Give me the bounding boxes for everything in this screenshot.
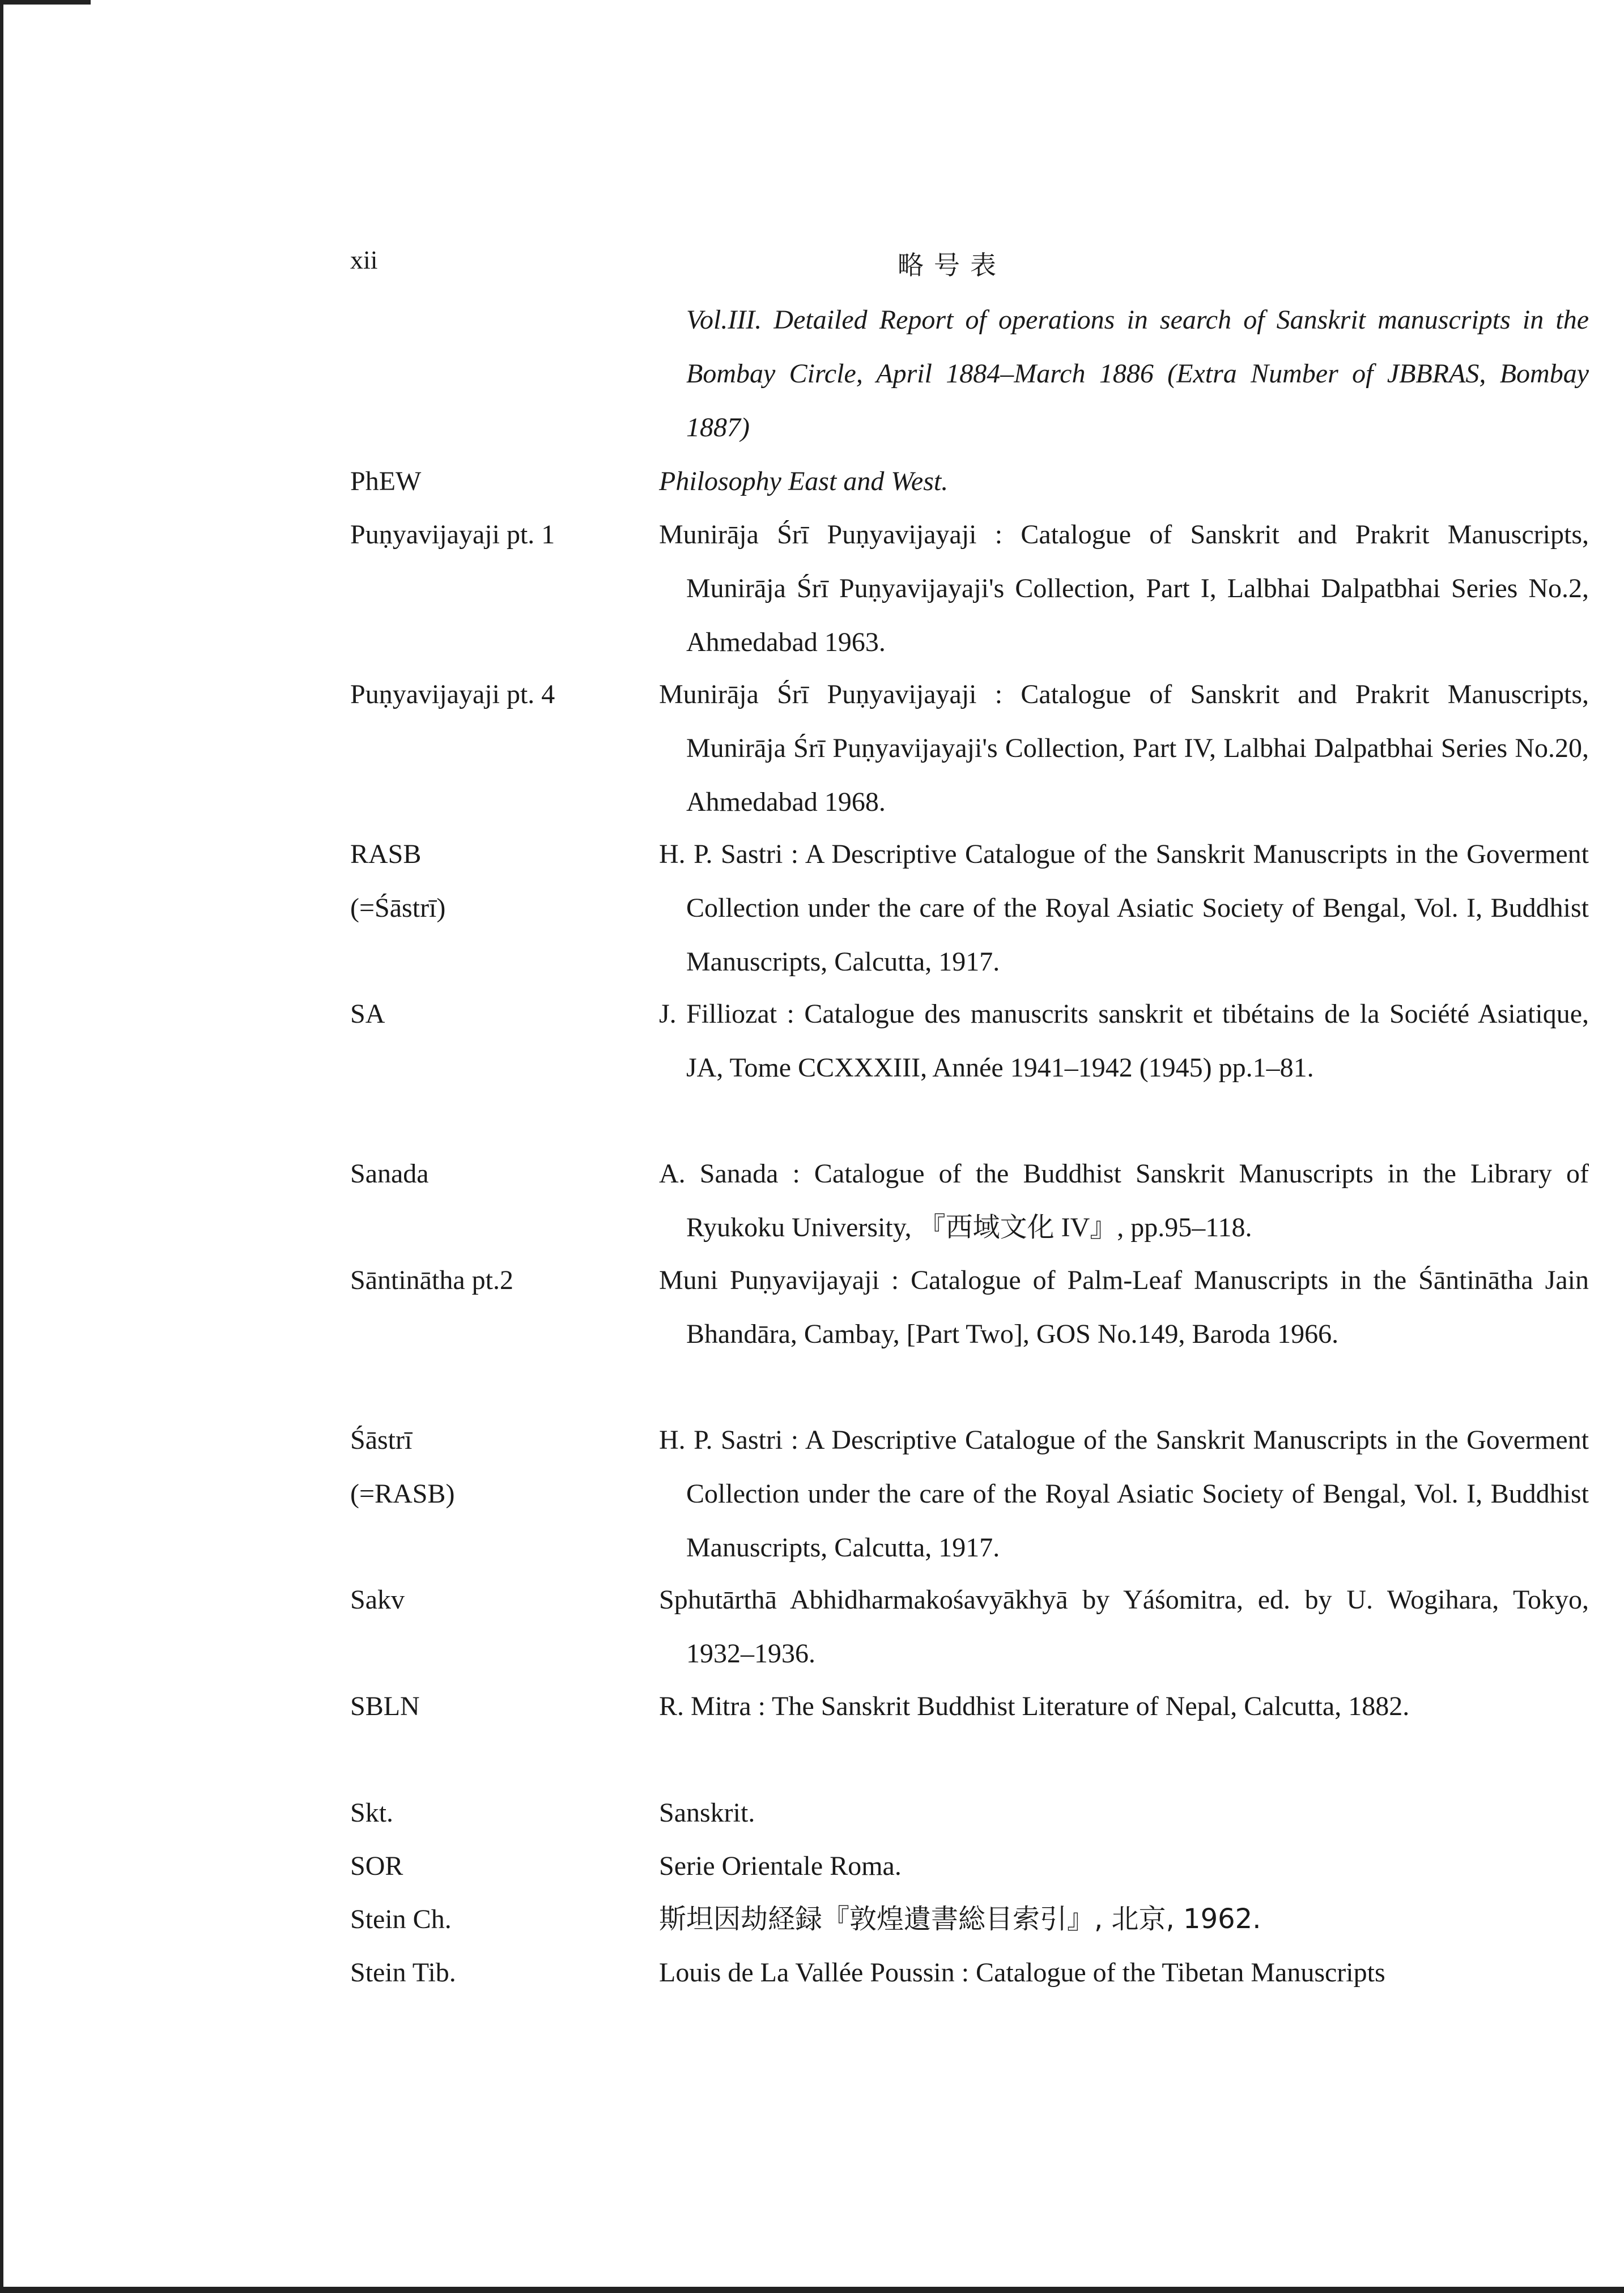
entry-description: Munirāja Śrī Puṇyavijayaji : Catalogue of Sanskrit and Prakrit Manuscripts, Munirāja Śrī Puṇyavijayaji's Collection, Part I, Lalbhai Dalpatbhai Series No.2, Ahmedabad 1963. [659,520,1589,657]
entry-abbreviation: Sakv [350,1585,405,1615]
entry-abbreviation: Śāstrī (=RASB) [350,1425,455,1509]
entry-description: Munirāja Śrī Puṇyavijayaji : Catalogue of Sanskrit and Prakrit Manuscripts, Munirāja Śrī Puṇyavijayaji's Collection, Part IV, Lalbhai Dalpatbhai Series No.20, Ahmedabad 1968. [659,679,1589,817]
entry-description: J. Filliozat : Catalogue des manuscrits sanskrit et tibétains de la Société Asiatique, JA, Tome CCXXXIII, Année 1941–1942 (1945) pp.1–81. [659,999,1589,1083]
page-number: xii [350,245,378,274]
entry-description: Sanskrit. [659,1798,755,1828]
entry-abbreviation: Stein Tib. [350,1958,456,1988]
entry-abbreviation: SOR [350,1851,403,1881]
entry-abbreviation: RASB (=Śāstrī) [350,839,446,923]
entry-description: Muni Puṇyavijayaji : Catalogue of Palm-Leaf Manuscripts in the Śāntinātha Jain Bhandāra, Cambay, [Part Two], GOS No.149, Baroda 1966. [659,1265,1589,1349]
entry-abbreviation: Puṇyavijayaji pt. 1 [350,520,555,550]
entry-abbreviation: SBLN [350,1691,420,1721]
entry-description: Serie Orientale Roma. [659,1851,902,1881]
running-title: 略号表 [898,250,1006,280]
entry-abbreviation: Sanada [350,1159,429,1189]
entry-description: Vol.III. Detailed Report of operations in search of Sanskrit manuscripts in the Bombay Circle, April 1884–March 1886 (Extra Number of JBBRAS, Bombay 1887) [686,305,1589,443]
scan-edge-left [0,0,3,2293]
entry-description: Louis de La Vallée Poussin : Catalogue of the Tibetan Manuscripts [659,1958,1385,1988]
entry-description: Philosophy East and West. [659,466,949,496]
scan-edge-bottom [0,2287,1624,2293]
entry-abbreviation: PhEW [350,466,422,496]
entry-abbreviation: SA [350,999,385,1029]
entry-description: H. P. Sastri : A Descriptive Catalogue of the Sanskrit Manuscripts in the Goverment Collection under the care of the Royal Asiatic Society of Bengal, Vol. I, Buddhist Manuscripts, Calcutta, 1917. [659,1425,1589,1563]
entry-description: Sphutārthā Abhidharmakośavyākhyā by Yáśomitra, ed. by U. Wogihara, Tokyo, 1932–1936. [659,1585,1589,1669]
entry-abbreviation: Stein Ch. [350,1904,452,1934]
scan-edge-top [0,0,91,5]
entry-description: H. P. Sastri : A Descriptive Catalogue of the Sanskrit Manuscripts in the Goverment Collection under the care of the Royal Asiatic Society of Bengal, Vol. I, Buddhist Manuscripts, Calcutta, 1917. [659,839,1589,977]
entry-description: R. Mitra : The Sanskrit Buddhist Literature of Nepal, Calcutta, 1882. [659,1691,1410,1721]
entry-description: A. Sanada : Catalogue of the Buddhist Sanskrit Manuscripts in the Library of Ryukoku University, 『西域文化 IV』, pp.95–118. [659,1159,1589,1243]
entry-abbreviation: Skt. [350,1798,394,1828]
entry-description: 斯坦因劫経録『敦煌遺書総目索引』, 北京, 1962. [659,1903,1261,1935]
entry-abbreviation: Puṇyavijayaji pt. 4 [350,679,555,709]
entry-abbreviation: Sāntinātha pt.2 [350,1265,513,1295]
